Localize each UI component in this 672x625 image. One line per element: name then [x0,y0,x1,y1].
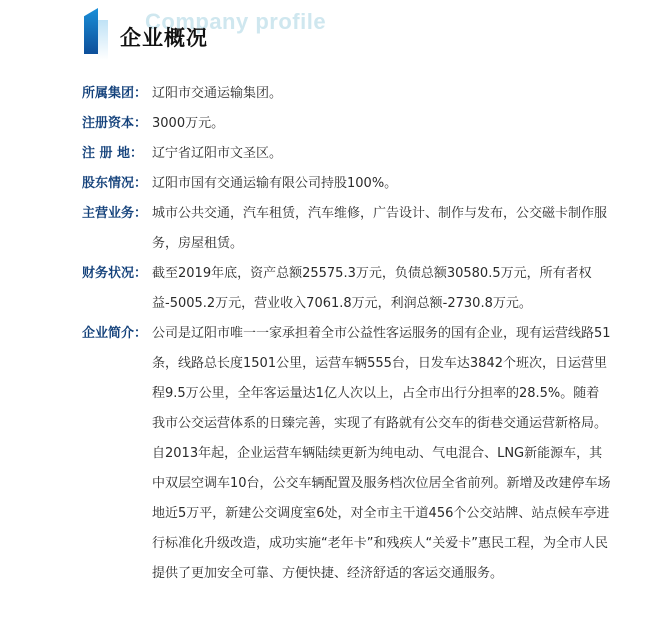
profile-row-intro [82,319,612,589]
profile-row-capital [82,109,612,139]
page-title: 企业概况 [120,26,208,50]
row-label: 注册资本： [82,116,148,131]
row-label: 企业简介： [82,326,148,341]
row-label: 注 册 地： [82,146,144,161]
row-label: 主营业务： [82,206,148,221]
row-value: 城市公共交通，汽车租赁，汽车维修，广告设计、制作与发布，公交磁卡制作服务，房屋租赁。 [152,206,608,251]
row-value: 截至2019年底，资产总额25575.3万元，负债总额30580.5万元，所有者权益-5005.2万元，营业收入7061.8万元，利润总额-2730.8万元。 [152,266,592,311]
row-value: 3000万元。 [152,116,225,131]
row-value: 辽宁省辽阳市文圣区。 [152,146,283,161]
section-header [0,0,672,70]
profile-row-finance [82,259,612,319]
row-value: 辽阳市国有交通运输有限公司持股100%。 [152,176,398,191]
profile-row-shareholder [82,169,612,199]
profile-row-group [82,79,612,109]
row-label: 股东情况： [82,176,148,191]
row-label: 财务状况： [82,266,148,281]
profile-row-address [82,139,612,169]
accent-shadow [98,20,108,60]
accent-bar [84,8,98,54]
row-label: 所属集团： [82,86,148,101]
profile-list [82,79,612,589]
row-value: 辽阳市交通运输集团。 [152,86,283,101]
profile-row-business [82,199,612,259]
watermark-text: Company profile [145,9,327,34]
row-value: 公司是辽阳市唯一一家承担着全市公益性客运服务的国有企业，现有运营线路51条，线路总长度1501公里，运营车辆555台，日发车达3842个班次，日运营里程9.5万公里，全年客运量达1亿人次以上，占全市出行分担率的28.5%。随着我市公交运营体系的日臻完善，实现了有路就有公交车的街巷交通运营新格局。自2013年起，企业运营车辆陆续更新为纯电动、气电混合、LNG新能源车，其中双层空调车10台，公交车辆配置及服务档次位居全省前列。新增及改建停车场地近5万平，新建公交调度室6处，对全市主干道456个公交站牌、站点候车亭进行标准化升级改造，成功实施“老年卡”和残疾人“关爱卡”惠民工程，为全市人民提供了更加安全可靠、方便快捷、经济舒适的客运交通服务。 [152,326,611,581]
